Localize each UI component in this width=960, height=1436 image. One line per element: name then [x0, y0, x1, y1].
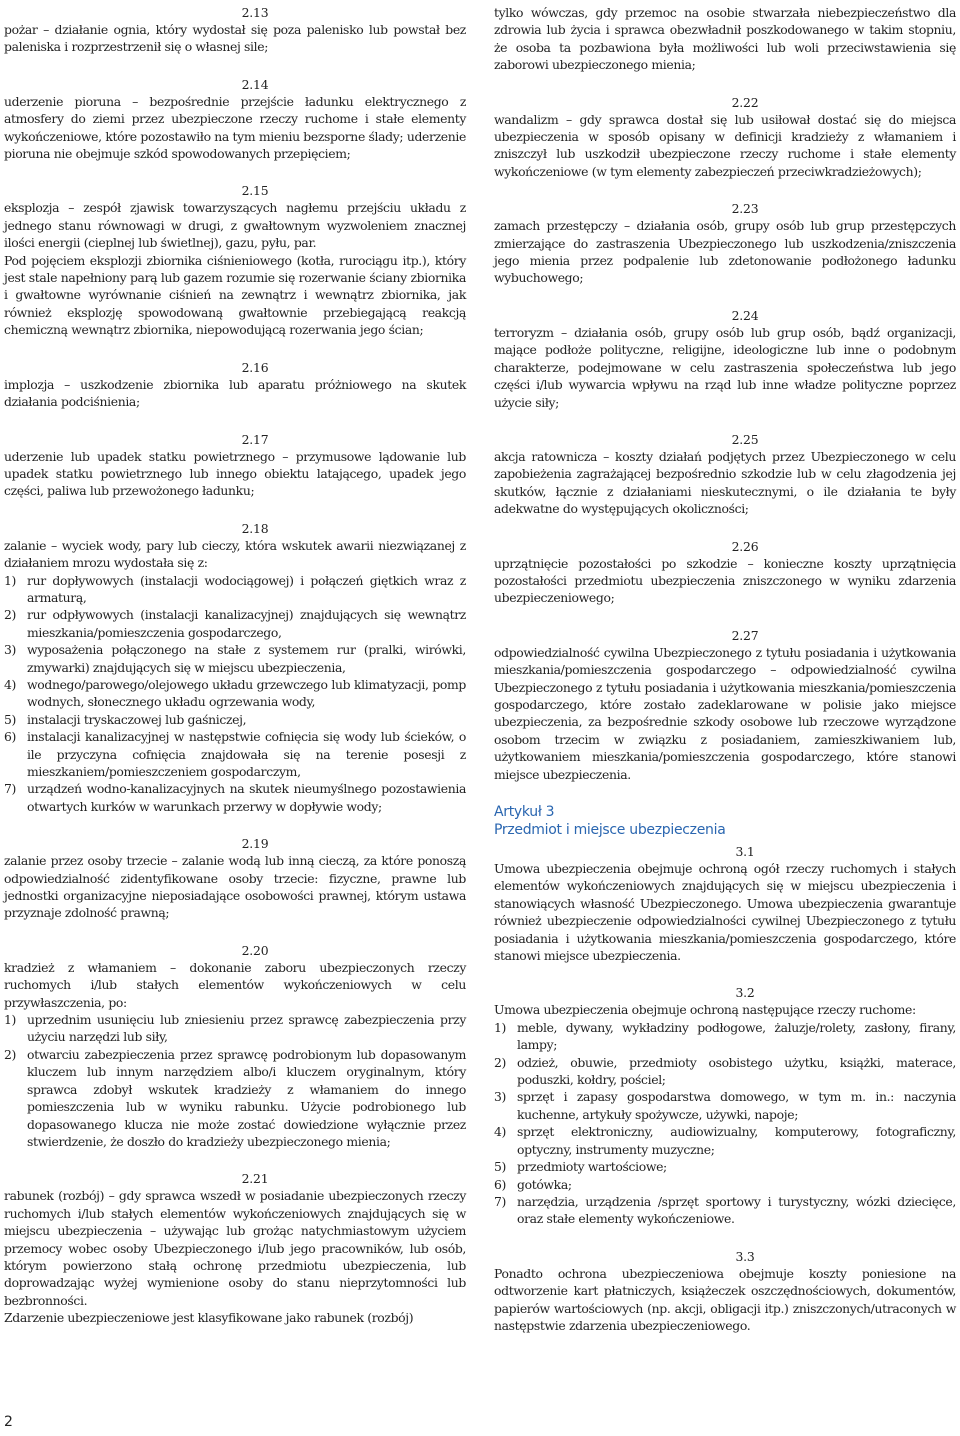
section-number: 2.18 — [241, 520, 269, 536]
list-item-number: 4) — [4, 676, 17, 692]
section-text — [4, 376, 466, 411]
section-text — [4, 852, 466, 922]
section-text — [494, 324, 956, 411]
section — [4, 520, 466, 816]
section-number: 3.2 — [735, 985, 755, 1001]
list-item-number: 1) — [4, 572, 17, 588]
list-item-text: instalacji kanalizacyjnej w następstwie cofnięcia się wody lub ścieków, o ile przyczyna cofnięcia znajdowała się na terenie posesji z mieszkaniem/pomieszczeniem gospodarczym, — [27, 729, 466, 779]
paragraph: wandalizm – gdy sprawca dostał się lub usiłował dostać się do miejsca ubezpieczenia w sposób opisany w definicji kradzieży z włamaniem i zniszczył lub uszkodził ubezpieczone rzeczy ruchome i stałe elementy wykończeniowe (w tym elementy zabezpieczeń przeciwkradzieżowych); — [494, 111, 956, 179]
section-number: 2.15 — [241, 183, 269, 199]
list-item — [494, 1054, 956, 1089]
section — [4, 835, 466, 922]
list-item-number: 7) — [4, 781, 17, 797]
paragraph: pożar – działanie ognia, który wydostał się poza palenisko lub powstał bez paleniska i rozprzestrzenił się o własnej sile; — [4, 22, 466, 55]
numbered-list — [4, 1011, 466, 1150]
section — [4, 76, 466, 163]
list-item — [4, 728, 466, 780]
section-text — [494, 1001, 956, 1018]
paragraph: implozja – uszkodzenie zbiornika lub aparatu próżniowego na skutek działania podciśnienia; — [4, 376, 466, 410]
list-item-number: 5) — [4, 711, 17, 727]
section-text — [494, 217, 956, 287]
section — [4, 1170, 466, 1326]
list-item-number: 3) — [494, 1089, 507, 1105]
section-text — [4, 448, 466, 500]
section-text — [4, 21, 466, 56]
section-number: 2.24 — [731, 307, 759, 323]
list-item — [4, 711, 466, 728]
paragraph: zalanie – wyciek wody, pary lub cieczy, która wskutek awarii niezwiązanej z działaniem mrozu wydostała się z: — [4, 537, 466, 571]
list-item — [494, 1193, 956, 1228]
list-item-number: 2) — [4, 607, 17, 623]
paragraph: Umowa ubezpieczenia obejmuje ochroną ogół rzeczy ruchomych i stałych elementów wykończeniowych znajdujących się w miejscu ubezpieczenia i stanowiących własność Ubezpieczonego. Umowa ubezpieczenia gwarantuje również ubezpieczenie odpowiedzialności cywilnej Ubezpieczonego z tytułu posiadania i użytkowania mieszkania/pomieszczenia gospodarczego, które stanowi miejsce ubezpieczenia. — [494, 861, 956, 964]
paragraph: uderzenie lub upadek statku powietrznego – przymusowe lądowanie lub upadek statku powietrznego lub innego obiektu latającego, upadek jego części, paliwa lub przewożonego ładunku; — [4, 448, 466, 499]
section-number: 3.1 — [735, 844, 755, 859]
paragraph: zalanie przez osoby trzecie – zalanie wodą lub inną cieczą, za które ponoszą odpowiedzialność zidentyfikowane osoby trzecie: fizyczne, prawne lub jednostki organizacyjne nieposiadające osobowości prawnej, którym ustawa przyznaje zdolność prawną; — [4, 853, 466, 921]
section-text — [494, 111, 956, 181]
list-item-number: 2) — [494, 1054, 507, 1070]
article-label: Artykuł 3 — [494, 804, 555, 820]
section-number: 2.25 — [731, 431, 759, 447]
section — [494, 1248, 956, 1335]
list-item-text: wodnego/parowego/olejowego układu grzewczego lub klimatyzacji, pomp wodnych, słonecznego układu ogrzewania wody, — [27, 676, 466, 710]
list-item-text: wyposażenia połączonego na stałe z systemem rur (pralki, wirówki, zmywarki) znajdujących się w miejscu ubezpieczenia, — [27, 642, 466, 675]
section-text — [4, 537, 466, 572]
section — [4, 359, 466, 411]
section-text — [4, 199, 466, 338]
section-number: 3.3 — [735, 1248, 755, 1264]
list-item — [4, 606, 466, 641]
paragraph: Ponadto ochrona ubezpieczeniowa obejmuje koszty poniesione na odtworzenie kart płatniczych, książeczek oszczędnościowych, dokumentów, papierów wartościowych (np. akcji, obligacji itp.) zniszczonych/utraconych w następstwie zdarzenia ubezpieczeniowego. — [494, 1265, 956, 1333]
section-number: 2.22 — [731, 94, 759, 110]
section-number: 2.19 — [241, 836, 269, 852]
section-number: 2.13 — [241, 5, 269, 20]
section — [4, 4, 466, 56]
definitions-continued — [494, 4, 956, 783]
list-item — [4, 676, 466, 711]
section — [4, 431, 466, 500]
section-number: 2.21 — [241, 1171, 269, 1187]
section — [494, 538, 956, 607]
section-text — [494, 1265, 956, 1335]
list-item-text: otwarciu zabezpieczenia przez sprawcę podrobionym lub dopasowanym kluczem lub innym narzędziem albo/i kluczem oryginalnym, który sprawca zdobył wskutek kradzieży z włamaniem do innego pomieszczenia lub w wyniku rabunku. Użycie podrobionego lub dopasowanego klucza nie może zostać dowiedzione wyłącznie przez stwierdzenie, że doszło do kradzieży ubezpieczonego mienia; — [27, 1046, 466, 1149]
paragraph: terroryzm – działania osób, grupy osób lub grup osób, bądź organizacji, mające podłoże polityczne, religijne, ideologiczne lub inne o podobnym charakterze, podejmowane w celu zastraszenia społeczeństwa lub jego części i/lub wywarcia wpływu na rząd lub inne władze polityczne poprzez użycie siły; — [494, 324, 956, 410]
section-number: 2.20 — [241, 942, 269, 958]
paragraph: Pod pojęciem eksplozji zbiornika ciśnieniowego (kotła, rurociągu itp.), który jest stale napełniony parą lub gazem rozumie się rozerwanie ściany zbiornika i gwałtowne wyrównanie ciśnień na zewnątrz i wewnątrz zbiornika, jak również eksplozję spowodowaną gwałtownie przebiegającą reakcją chemiczną wewnątrz zbiornika, niepowodującą rozerwania jego ścian; — [4, 252, 466, 338]
section-number: 2.23 — [731, 201, 759, 217]
paragraph: tylko wówczas, gdy przemoc na osobie stwarzała niebezpieczeństwo dla zdrowia lub życia i sprawca obezwładnił poszkodowanego w takim stopniu, że osoba ta pozbawiona była możliwości lub woli przeciwstawienia się zaborowi ubezpieczonego mienia; — [494, 5, 956, 73]
list-item-number: 1) — [4, 1012, 17, 1028]
section-number: 2.26 — [731, 538, 759, 554]
numbered-list — [494, 1019, 956, 1228]
section — [494, 4, 956, 74]
list-item-text: rur dopływowych (instalacji wodociągowej) i połączeń giętkich wraz z armaturą, — [27, 572, 466, 605]
list-item — [494, 1123, 956, 1158]
left-column — [4, 4, 466, 1347]
list-item-number: 6) — [4, 729, 17, 745]
section-text — [4, 959, 466, 1011]
paragraph: uderzenie pioruna – bezpośrednie przejście ładunku elektrycznego z atmosfery do ziemi przez ubezpieczone rzeczy ruchome i stałe elementy wykończeniowe, które pozostawiło na tym mieniu bezsporne ślady; uderzenie pioruna nie obejmuje szkód spowodowanych przepięciem; — [4, 93, 466, 162]
list-item-number: 1) — [494, 1019, 507, 1035]
section-number: 2.14 — [241, 76, 269, 92]
section — [494, 431, 956, 518]
section-number: 2.27 — [731, 627, 759, 643]
paragraph: Umowa ubezpieczenia obejmuje ochroną następujące rzeczy ruchome: — [494, 1002, 916, 1018]
list-item-number: 6) — [494, 1176, 507, 1192]
list-item-text: meble, dywany, wykładziny podłogowe, żaluzje/rolety, zasłony, firany, lampy; — [517, 1019, 956, 1053]
numbered-list — [4, 572, 466, 816]
list-item-text: uprzednim usunięciu lub zniesieniu przez sprawcę zabezpieczenia przy użyciu narzędzi lub siły, — [27, 1012, 466, 1045]
list-item-text: przedmioty wartościowe; — [517, 1159, 667, 1175]
right-column — [494, 4, 956, 1354]
list-item — [494, 1158, 956, 1175]
section — [494, 200, 956, 287]
section-text — [4, 93, 466, 163]
list-item-number: 5) — [494, 1159, 507, 1175]
list-item-text: instalacji tryskaczowej lub gaśniczej, — [27, 711, 247, 727]
section-number: 2.17 — [241, 431, 269, 447]
list-item — [4, 641, 466, 676]
list-item — [494, 1019, 956, 1054]
section — [4, 182, 466, 338]
paragraph: zamach przestępczy – działania osób, grupy osób lub grup przestępczych zmierzające do zastraszenia Ubezpieczonego lub uszkodzenia/zniszczenia jego mienia przez podpalenie lub zdetonowanie podłożonego ładunku wybuchowego; — [494, 218, 956, 286]
list-item-text: sprzęt i zapasy gospodarstwa domowego, w tym m. in.: naczynia kuchenne, artykuły spożywcze, używki, napoje; — [517, 1089, 956, 1122]
list-item-number: 3) — [4, 642, 17, 658]
paragraph: akcja ratownicza – koszty działań podjętych przez Ubezpieczonego w celu zapobieżenia zagrażającej bezpośrednio szkodzie lub w celu złagodzenia jej skutków, łącznie z działaniami nieskutecznymi, o ile działania te były adekwatne do występujących okoliczności; — [494, 448, 956, 517]
section-text — [494, 644, 956, 783]
article-3-sections — [494, 843, 956, 1334]
paragraph: Zdarzenie ubezpieczeniowe jest klasyfikowane jako rabunek (rozbój) — [4, 1310, 414, 1326]
list-item-text: sprzęt elektroniczny, audiowizualny, komputerowy, fotograficzny, optyczny, instrumenty muzyczne; — [517, 1124, 956, 1157]
list-item-number: 7) — [494, 1193, 507, 1209]
section — [494, 94, 956, 181]
section-text — [494, 4, 956, 74]
list-item-number: 4) — [494, 1124, 507, 1140]
section-text — [494, 448, 956, 518]
list-item-text: rur odpływowych (instalacji kanalizacyjnej) znajdujących się wewnątrz mieszkania/pomieszczenia gospodarczego, — [27, 607, 466, 640]
list-item-text: narzędzia, urządzenia /sprzęt sportowy i turystyczny, wózki dziecięce, oraz stałe elementy wykończeniowe. — [517, 1193, 956, 1227]
list-item-text: odzież, obuwie, przedmioty osobistego użytku, książki, materace, poduszki, kołdry, pościel; — [517, 1054, 956, 1088]
list-item — [4, 780, 466, 815]
article-heading — [494, 803, 956, 839]
section-text — [494, 860, 956, 964]
section — [494, 307, 956, 411]
list-item-number: 2) — [4, 1046, 17, 1062]
section — [494, 843, 956, 964]
list-item — [4, 1046, 466, 1150]
section-text — [494, 555, 956, 607]
section — [4, 942, 466, 1150]
paragraph: eksplozja – zespół zjawisk towarzyszących nagłemu przejściu układu z jednego stanu równowagi w drugi, z gwałtownym wyzwoleniem znacznej ilości energii (cieplnej lub świetlnej), gazu, pyłu, par. — [4, 200, 466, 251]
paragraph: rabunek (rozbój) – gdy sprawca wszedł w posiadanie ubezpieczonych rzeczy ruchomych i/lub stałych elementów wykończeniowych znajdujących się w miejscu ubezpieczenia – używając lub grożąc natychmiastowym użyciem przemocy wobec osoby Ubezpieczonego i/lub jego pracowników, lub osób, którym powierzono stałą ochronę przedmiotu ubezpieczenia, lub doprowadzając wyżej wymienione osoby do stanu nieprzytomności lub bezbronności. — [4, 1188, 466, 1308]
section — [494, 627, 956, 783]
page-number: 2 — [4, 1414, 13, 1430]
list-item — [4, 1011, 466, 1046]
list-item-text: gotówka; — [517, 1176, 572, 1192]
list-item — [494, 1088, 956, 1123]
paragraph: uprzątnięcie pozostałości po szkodzie – konieczne koszty uprzątnięcia pozostałości przedmiotu ubezpieczenia zniszczonego w wyniku zdarzenia ubezpieczeniowego; — [494, 555, 956, 606]
list-item — [4, 572, 466, 607]
section-number: 2.16 — [241, 359, 269, 375]
article-title: Przedmiot i miejsce ubezpieczenia — [494, 822, 726, 838]
list-item-text: urządzeń wodno-kanalizacyjnych na skutek nieumyślnego pozostawienia otwartych kurków w warunkach przerwy w dopływie wody; — [27, 781, 466, 814]
section-text — [4, 1187, 466, 1326]
section — [494, 984, 956, 1227]
list-item — [494, 1176, 956, 1193]
paragraph: kradzież z włamaniem – dokonanie zaboru ubezpieczonych rzeczy ruchomych i/lub stałych elementów wykończeniowych w celu przywłaszczenia, po: — [4, 959, 466, 1010]
paragraph: odpowiedzialność cywilna Ubezpieczonego z tytułu posiadania i użytkowania mieszkania/pomieszczenia gospodarczego – odpowiedzialność cywilna Ubezpieczonego z tytułu posiadania i użytkowania mieszkania/pomieszczenia gospodarczego, które zostało zadeklarowane w polisie jako miejsce ubezpieczenia, za bezpośrednie szkody osobowe lub rzeczowe wyrządzone osobom trzecim w związku z posiadaniem, zamieszkiwaniem lub, użytkowaniem mieszkania/pomieszczenia gospodarczego, które stanowi miejsce ubezpieczenia. — [494, 644, 956, 782]
